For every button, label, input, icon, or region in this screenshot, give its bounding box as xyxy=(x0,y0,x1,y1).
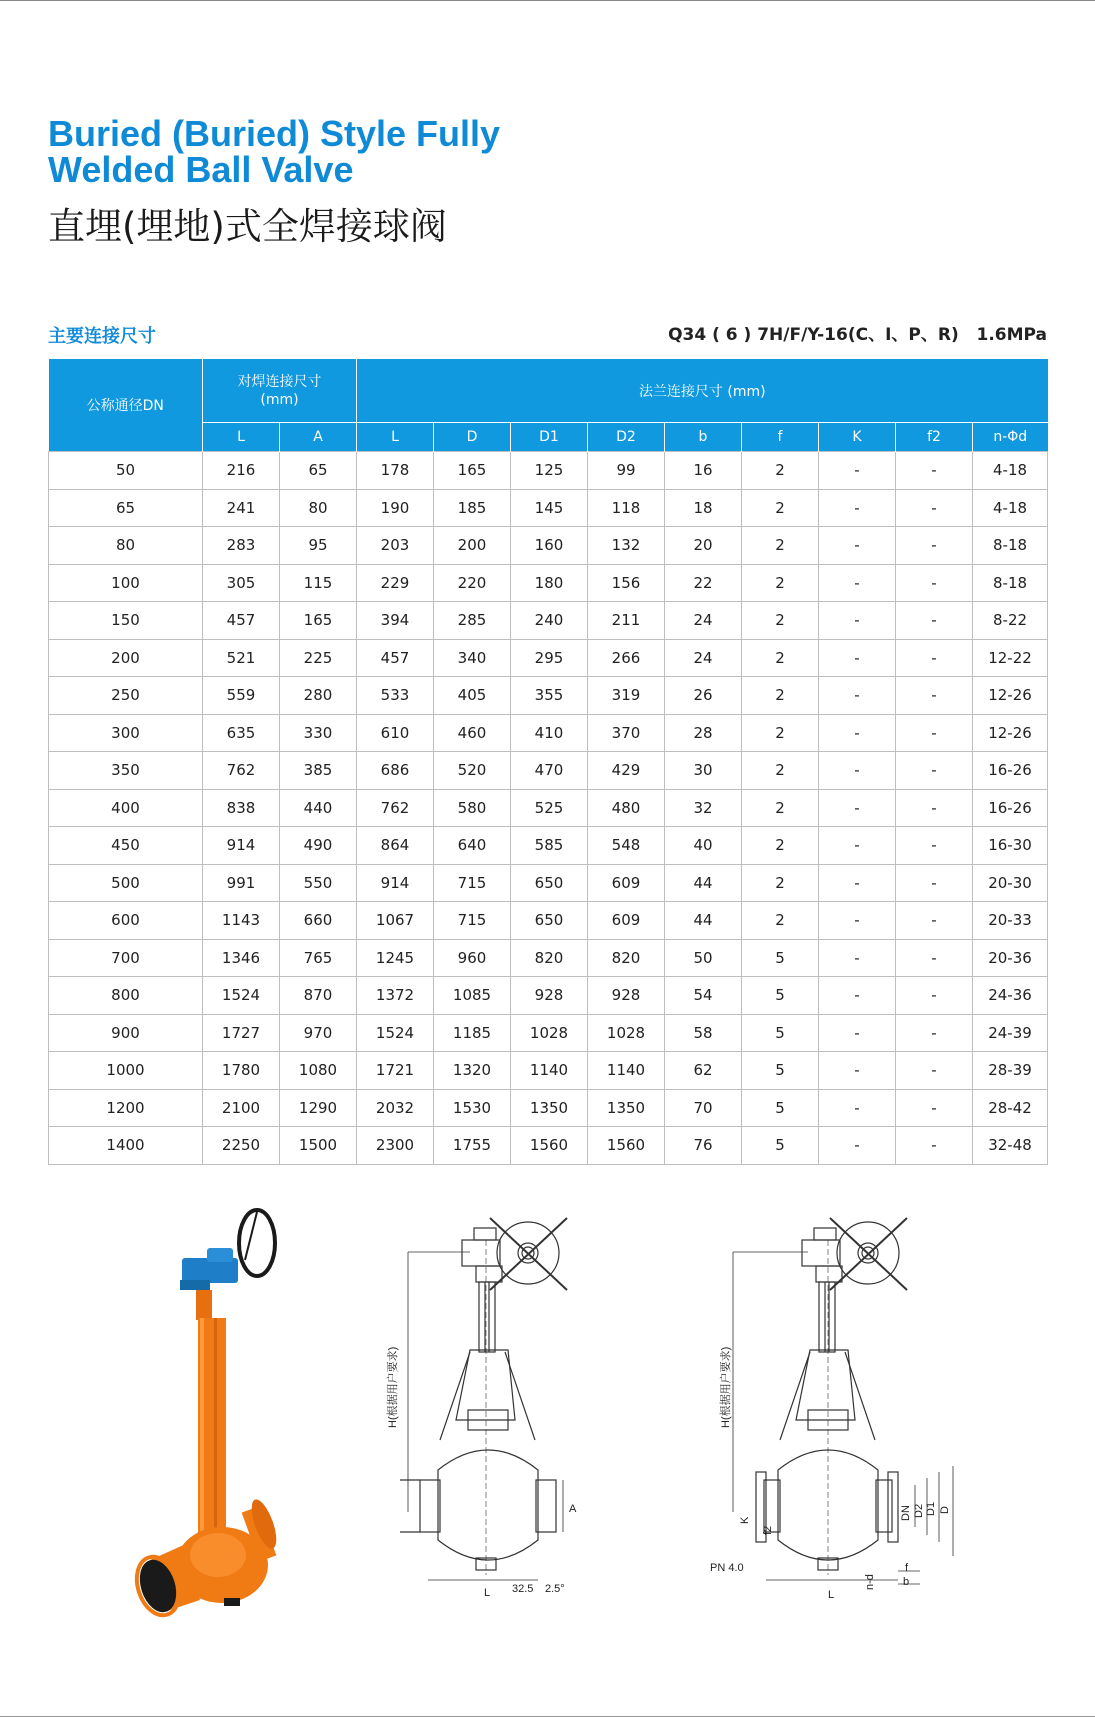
value-cell: 1140 xyxy=(511,1052,588,1090)
value-cell: - xyxy=(896,452,973,490)
dn-cell: 50 xyxy=(49,452,203,490)
value-cell: 229 xyxy=(357,564,434,602)
value-cell: - xyxy=(896,752,973,790)
value-cell: 266 xyxy=(588,639,665,677)
value-cell: 609 xyxy=(588,864,665,902)
value-cell: - xyxy=(896,1089,973,1127)
value-cell: 820 xyxy=(511,939,588,977)
value-cell: 16-30 xyxy=(973,827,1048,865)
value-cell: 1245 xyxy=(357,939,434,977)
drawing2-L: L xyxy=(828,1589,835,1601)
value-cell: 2032 xyxy=(357,1089,434,1127)
value-cell: 76 xyxy=(665,1127,742,1165)
value-cell: 5 xyxy=(742,1014,819,1052)
value-cell: 340 xyxy=(434,639,511,677)
value-cell: 319 xyxy=(588,677,665,715)
value-cell: 2 xyxy=(742,789,819,827)
value-cell: - xyxy=(896,977,973,1015)
value-cell: 280 xyxy=(280,677,357,715)
value-cell: - xyxy=(819,864,896,902)
table-row xyxy=(49,752,1048,790)
top-border xyxy=(0,0,1095,1)
value-cell: 2 xyxy=(742,527,819,565)
drawing2-D2: D2 xyxy=(913,1503,925,1518)
value-cell: 928 xyxy=(511,977,588,1015)
drawing1-L: L xyxy=(484,1587,491,1599)
value-cell: 585 xyxy=(511,827,588,865)
value-cell: 1290 xyxy=(280,1089,357,1127)
value-cell: 54 xyxy=(665,977,742,1015)
value-cell: 160 xyxy=(511,527,588,565)
value-cell: 203 xyxy=(357,527,434,565)
value-cell: 125 xyxy=(511,452,588,490)
value-cell: 525 xyxy=(511,789,588,827)
bottom-border xyxy=(0,1716,1095,1717)
dn-cell: 700 xyxy=(49,939,203,977)
page-title-cn: 直埋(埋地)式全焊接球阀 xyxy=(48,205,447,248)
dn-cell: 1000 xyxy=(49,1052,203,1090)
value-cell: 1560 xyxy=(588,1127,665,1165)
value-cell: 24 xyxy=(665,602,742,640)
value-cell: 1721 xyxy=(357,1052,434,1090)
value-cell: 2 xyxy=(742,827,819,865)
table-row xyxy=(49,864,1048,902)
value-cell: 156 xyxy=(588,564,665,602)
value-cell: 58 xyxy=(665,1014,742,1052)
subheader-cell: K xyxy=(819,423,896,452)
table-row xyxy=(49,1127,1048,1165)
value-cell: - xyxy=(896,639,973,677)
value-cell: - xyxy=(819,977,896,1015)
value-cell: 220 xyxy=(434,564,511,602)
valve-photo xyxy=(130,1210,282,1620)
table-row xyxy=(49,827,1048,865)
drawing2-height-label: H(根据用户要求) xyxy=(720,1346,732,1428)
value-cell: 178 xyxy=(357,452,434,490)
value-cell: 2 xyxy=(742,677,819,715)
value-cell: 520 xyxy=(434,752,511,790)
value-cell: 305 xyxy=(203,564,280,602)
value-cell: 1350 xyxy=(511,1089,588,1127)
value-cell: 225 xyxy=(280,639,357,677)
table-row xyxy=(49,602,1048,640)
value-cell: 355 xyxy=(511,677,588,715)
value-cell: 991 xyxy=(203,864,280,902)
value-cell: 1755 xyxy=(434,1127,511,1165)
value-cell: 2 xyxy=(742,564,819,602)
value-cell: 32 xyxy=(665,789,742,827)
value-cell: 650 xyxy=(511,902,588,940)
value-cell: 32-48 xyxy=(973,1127,1048,1165)
value-cell: 635 xyxy=(203,714,280,752)
value-cell: 686 xyxy=(357,752,434,790)
value-cell: 405 xyxy=(434,677,511,715)
value-cell: 24-39 xyxy=(973,1014,1048,1052)
value-cell: 8-22 xyxy=(973,602,1048,640)
value-cell: 165 xyxy=(434,452,511,490)
value-cell: 8-18 xyxy=(973,564,1048,602)
value-cell: 12-22 xyxy=(973,639,1048,677)
table-row xyxy=(49,902,1048,940)
value-cell: 1080 xyxy=(280,1052,357,1090)
value-cell: 609 xyxy=(588,902,665,940)
value-cell: 70 xyxy=(665,1089,742,1127)
value-cell: 65 xyxy=(280,452,357,490)
product-drawings xyxy=(0,1200,1095,1620)
value-cell: 1530 xyxy=(434,1089,511,1127)
value-cell: 521 xyxy=(203,639,280,677)
value-cell: 28 xyxy=(665,714,742,752)
value-cell: 762 xyxy=(203,752,280,790)
value-cell: 960 xyxy=(434,939,511,977)
drawing2-D: D xyxy=(939,1506,951,1514)
value-cell: 370 xyxy=(588,714,665,752)
value-cell: 26 xyxy=(665,677,742,715)
value-cell: 132 xyxy=(588,527,665,565)
value-cell: 330 xyxy=(280,714,357,752)
value-cell: 928 xyxy=(588,977,665,1015)
dn-cell: 80 xyxy=(49,527,203,565)
value-cell: 28-39 xyxy=(973,1052,1048,1090)
header-flange: 法兰连接尺寸 (mm) xyxy=(357,359,1048,423)
value-cell: 660 xyxy=(280,902,357,940)
table-row xyxy=(49,639,1048,677)
value-cell: 548 xyxy=(588,827,665,865)
value-cell: 5 xyxy=(742,1089,819,1127)
value-cell: 165 xyxy=(280,602,357,640)
value-cell: - xyxy=(819,1127,896,1165)
table-row xyxy=(49,789,1048,827)
value-cell: 580 xyxy=(434,789,511,827)
value-cell: 4-18 xyxy=(973,452,1048,490)
value-cell: 190 xyxy=(357,489,434,527)
value-cell: 20-36 xyxy=(973,939,1048,977)
value-cell: 95 xyxy=(280,527,357,565)
value-cell: 762 xyxy=(357,789,434,827)
value-cell: 533 xyxy=(357,677,434,715)
value-cell: 914 xyxy=(203,827,280,865)
dn-cell: 1200 xyxy=(49,1089,203,1127)
subheader-cell: D1 xyxy=(511,423,588,452)
value-cell: - xyxy=(819,527,896,565)
value-cell: 30 xyxy=(665,752,742,790)
value-cell: 185 xyxy=(434,489,511,527)
value-cell: 200 xyxy=(434,527,511,565)
dn-cell: 600 xyxy=(49,902,203,940)
value-cell: 970 xyxy=(280,1014,357,1052)
dn-cell: 150 xyxy=(49,602,203,640)
value-cell: 4-18 xyxy=(973,489,1048,527)
value-cell: 16-26 xyxy=(973,789,1048,827)
value-cell: 1346 xyxy=(203,939,280,977)
table-row xyxy=(49,677,1048,715)
drawing1-dim-a: 32.5 xyxy=(512,1583,534,1595)
dn-cell: 450 xyxy=(49,827,203,865)
table-row xyxy=(49,452,1048,490)
value-cell: 1560 xyxy=(511,1127,588,1165)
value-cell: - xyxy=(819,639,896,677)
dn-cell: 350 xyxy=(49,752,203,790)
value-cell: 295 xyxy=(511,639,588,677)
value-cell: 2 xyxy=(742,902,819,940)
value-cell: 490 xyxy=(280,827,357,865)
value-cell: 118 xyxy=(588,489,665,527)
value-cell: 1320 xyxy=(434,1052,511,1090)
drawing-welded xyxy=(400,1218,567,1580)
value-cell: 2 xyxy=(742,602,819,640)
value-cell: 5 xyxy=(742,1052,819,1090)
value-cell: 240 xyxy=(511,602,588,640)
value-cell: 20-33 xyxy=(973,902,1048,940)
value-cell: 1500 xyxy=(280,1127,357,1165)
value-cell: 12-26 xyxy=(973,677,1048,715)
value-cell: 2 xyxy=(742,714,819,752)
value-cell: 1028 xyxy=(511,1014,588,1052)
table-row xyxy=(49,977,1048,1015)
drawing2-f2: f2 xyxy=(762,1525,774,1535)
value-cell: 457 xyxy=(203,602,280,640)
value-cell: - xyxy=(819,564,896,602)
value-cell: 16-26 xyxy=(973,752,1048,790)
value-cell: 610 xyxy=(357,714,434,752)
value-cell: 2100 xyxy=(203,1089,280,1127)
dn-cell: 1400 xyxy=(49,1127,203,1165)
table-row xyxy=(49,939,1048,977)
value-cell: 22 xyxy=(665,564,742,602)
subheader-cell: f xyxy=(742,423,819,452)
value-cell: - xyxy=(896,789,973,827)
header-dn: 公称通径DN xyxy=(49,359,203,452)
value-cell: - xyxy=(896,902,973,940)
header-butt-weld: 对焊连接尺寸 (mm) xyxy=(203,359,357,423)
dn-cell: 800 xyxy=(49,977,203,1015)
value-cell: 5 xyxy=(742,939,819,977)
table-row xyxy=(49,1052,1048,1090)
value-cell: 16 xyxy=(665,452,742,490)
table-row xyxy=(49,1089,1048,1127)
subheader-cell: L xyxy=(357,423,434,452)
value-cell: 5 xyxy=(742,977,819,1015)
dn-cell: 500 xyxy=(49,864,203,902)
value-cell: 5 xyxy=(742,1127,819,1165)
drawing2-pn: PN 4.0 xyxy=(710,1562,744,1574)
value-cell: 460 xyxy=(434,714,511,752)
dn-cell: 400 xyxy=(49,789,203,827)
table-row xyxy=(49,489,1048,527)
value-cell: 410 xyxy=(511,714,588,752)
value-cell: 80 xyxy=(280,489,357,527)
drawing2-D1: D1 xyxy=(925,1501,937,1516)
value-cell: - xyxy=(819,1014,896,1052)
value-cell: - xyxy=(896,527,973,565)
value-cell: 1780 xyxy=(203,1052,280,1090)
value-cell: 765 xyxy=(280,939,357,977)
value-cell: 2 xyxy=(742,489,819,527)
value-cell: 62 xyxy=(665,1052,742,1090)
table-row xyxy=(49,527,1048,565)
value-cell: - xyxy=(819,902,896,940)
value-cell: 394 xyxy=(357,602,434,640)
table-row xyxy=(49,714,1048,752)
value-cell: 1028 xyxy=(588,1014,665,1052)
model-spec: Q34 ( 6 ) 7H/F/Y-16(C、I、P、R) 1.6MPa xyxy=(668,325,1047,345)
value-cell: 1140 xyxy=(588,1052,665,1090)
value-cell: - xyxy=(896,1052,973,1090)
value-cell: 44 xyxy=(665,902,742,940)
value-cell: 457 xyxy=(357,639,434,677)
subheader-cell: n-Φd xyxy=(973,423,1048,452)
value-cell: 559 xyxy=(203,677,280,715)
value-cell: 1085 xyxy=(434,977,511,1015)
dn-cell: 300 xyxy=(49,714,203,752)
value-cell: 870 xyxy=(280,977,357,1015)
value-cell: 20-30 xyxy=(973,864,1048,902)
drawing2-b: b xyxy=(903,1576,910,1588)
drawing1-height-label: H(根据用户要求) xyxy=(387,1346,399,1428)
value-cell: 1143 xyxy=(203,902,280,940)
value-cell: - xyxy=(819,489,896,527)
value-cell: - xyxy=(819,452,896,490)
value-cell: - xyxy=(896,677,973,715)
value-cell: - xyxy=(896,1127,973,1165)
value-cell: - xyxy=(896,564,973,602)
value-cell: 24-36 xyxy=(973,977,1048,1015)
value-cell: 241 xyxy=(203,489,280,527)
drawing2-K: K xyxy=(739,1516,751,1524)
value-cell: 50 xyxy=(665,939,742,977)
value-cell: 8-18 xyxy=(973,527,1048,565)
dn-cell: 100 xyxy=(49,564,203,602)
value-cell: 145 xyxy=(511,489,588,527)
value-cell: 470 xyxy=(511,752,588,790)
value-cell: 715 xyxy=(434,902,511,940)
value-cell: 24 xyxy=(665,639,742,677)
value-cell: 1067 xyxy=(357,902,434,940)
value-cell: 2 xyxy=(742,452,819,490)
value-cell: 115 xyxy=(280,564,357,602)
value-cell: 640 xyxy=(434,827,511,865)
value-cell: - xyxy=(896,939,973,977)
value-cell: 385 xyxy=(280,752,357,790)
dn-cell: 250 xyxy=(49,677,203,715)
value-cell: - xyxy=(819,827,896,865)
value-cell: 480 xyxy=(588,789,665,827)
value-cell: - xyxy=(819,939,896,977)
subheader-cell: L xyxy=(203,423,280,452)
value-cell: 99 xyxy=(588,452,665,490)
dn-cell: 900 xyxy=(49,1014,203,1052)
value-cell: 838 xyxy=(203,789,280,827)
value-cell: - xyxy=(819,1052,896,1090)
subheader-cell: b xyxy=(665,423,742,452)
value-cell: 2 xyxy=(742,752,819,790)
table-row xyxy=(49,564,1048,602)
value-cell: 1185 xyxy=(434,1014,511,1052)
subheader-cell: D2 xyxy=(588,423,665,452)
value-cell: 1372 xyxy=(357,977,434,1015)
value-cell: - xyxy=(819,677,896,715)
value-cell: 1727 xyxy=(203,1014,280,1052)
value-cell: 211 xyxy=(588,602,665,640)
subheader-cell: A xyxy=(280,423,357,452)
value-cell: 12-26 xyxy=(973,714,1048,752)
value-cell: - xyxy=(896,864,973,902)
value-cell: - xyxy=(819,714,896,752)
value-cell: 28-42 xyxy=(973,1089,1048,1127)
page-title-en: Buried (Buried) Style Fully Welded Ball Valve xyxy=(48,113,501,190)
value-cell: 40 xyxy=(665,827,742,865)
value-cell: 1524 xyxy=(203,977,280,1015)
subheader-cell: f2 xyxy=(896,423,973,452)
value-cell: 180 xyxy=(511,564,588,602)
value-cell: 715 xyxy=(434,864,511,902)
value-cell: 216 xyxy=(203,452,280,490)
dn-cell: 65 xyxy=(49,489,203,527)
dn-cell: 200 xyxy=(49,639,203,677)
value-cell: 2 xyxy=(742,864,819,902)
value-cell: 429 xyxy=(588,752,665,790)
value-cell: 20 xyxy=(665,527,742,565)
value-cell: - xyxy=(819,789,896,827)
value-cell: 285 xyxy=(434,602,511,640)
value-cell: - xyxy=(819,1089,896,1127)
value-cell: 820 xyxy=(588,939,665,977)
value-cell: 650 xyxy=(511,864,588,902)
value-cell: - xyxy=(896,489,973,527)
drawing2-f: f xyxy=(905,1562,909,1574)
value-cell: 283 xyxy=(203,527,280,565)
value-cell: 1524 xyxy=(357,1014,434,1052)
drawing1-angle: 2.5° xyxy=(545,1583,565,1595)
value-cell: 440 xyxy=(280,789,357,827)
value-cell: - xyxy=(896,714,973,752)
drawing2-DN: DN xyxy=(900,1505,912,1521)
value-cell: - xyxy=(896,827,973,865)
value-cell: 914 xyxy=(357,864,434,902)
table-body xyxy=(49,452,1048,1165)
value-cell: 18 xyxy=(665,489,742,527)
value-cell: - xyxy=(896,602,973,640)
value-cell: - xyxy=(819,752,896,790)
section-title: 主要连接尺寸 xyxy=(48,326,156,347)
value-cell: 2 xyxy=(742,639,819,677)
drawing1-A: A xyxy=(569,1503,577,1515)
value-cell: 864 xyxy=(357,827,434,865)
drawing2-nd: n-d xyxy=(864,1574,876,1590)
subheader-cell: D xyxy=(434,423,511,452)
value-cell: 44 xyxy=(665,864,742,902)
value-cell: 2250 xyxy=(203,1127,280,1165)
value-cell: 550 xyxy=(280,864,357,902)
value-cell: - xyxy=(819,602,896,640)
table-row xyxy=(49,1014,1048,1052)
value-cell: 1350 xyxy=(588,1089,665,1127)
value-cell: 2300 xyxy=(357,1127,434,1165)
dimension-table xyxy=(48,359,1048,1165)
value-cell: - xyxy=(896,1014,973,1052)
